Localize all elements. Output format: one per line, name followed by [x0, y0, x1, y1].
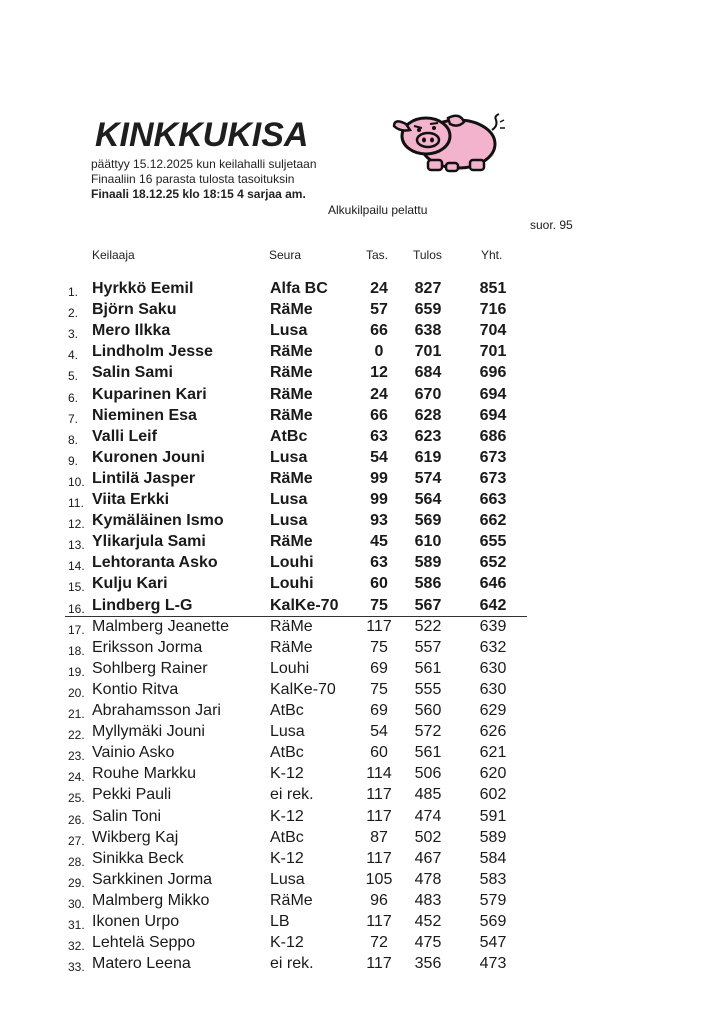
table-row [0, 407, 724, 428]
handicap-cell: 117 [366, 913, 392, 930]
column-header-club: Seura [269, 248, 302, 262]
table-row [0, 301, 724, 322]
table-row [0, 533, 724, 554]
club-cell: RäMe [270, 385, 313, 403]
total-cell: 621 [479, 744, 507, 762]
club-cell: Lusa [270, 322, 308, 340]
column-header-total: Yht. [481, 248, 503, 262]
club-cell: K-12 [270, 849, 304, 867]
series-count: suor. 95 [530, 218, 573, 232]
total-cell: 569 [479, 913, 507, 930]
name-cell: Rouhe Markku [92, 765, 197, 783]
club-cell: RäMe [270, 638, 313, 656]
name-cell: Eriksson Jorma [92, 638, 203, 656]
score-cell: 589 [414, 554, 442, 572]
name-cell: Kulju Kari [92, 575, 168, 593]
name-cell: Lehtoranta Asko [92, 554, 218, 572]
table-row [0, 660, 724, 681]
handicap-cell: 75 [370, 680, 388, 698]
handicap-cell: 24 [370, 385, 388, 403]
table-row [0, 829, 724, 850]
table-row [0, 280, 724, 301]
score-cell: 623 [414, 427, 442, 445]
rank-cell: 28. [68, 854, 85, 869]
finalist-cutoff-divider [65, 616, 527, 617]
rank-cell: 6. [68, 390, 79, 405]
club-cell: KalKe-70 [270, 680, 336, 698]
score-cell: 467 [414, 849, 442, 867]
score-cell: 574 [414, 469, 442, 487]
handicap-cell: 117 [366, 955, 392, 973]
rank-cell: 9. [68, 453, 79, 468]
club-cell: AtBc [270, 702, 304, 719]
table-row [0, 850, 724, 871]
table-row [0, 575, 724, 596]
handicap-cell: 63 [370, 554, 388, 572]
table-row [0, 744, 724, 765]
total-cell: 602 [479, 786, 507, 804]
score-cell: 659 [414, 301, 442, 319]
column-header-handicap: Tas. [366, 248, 389, 262]
name-cell: Kuparinen Kari [92, 385, 207, 403]
name-cell: Lintilä Jasper [92, 469, 196, 487]
handicap-cell: 66 [370, 406, 388, 424]
total-cell: 589 [479, 828, 507, 846]
total-cell: 473 [479, 955, 507, 973]
total-cell: 642 [479, 596, 507, 614]
total-cell: 716 [479, 301, 507, 319]
total-cell: 673 [479, 469, 507, 487]
name-cell: Kymäläinen Ismo [92, 512, 224, 530]
club-cell: RäMe [270, 533, 313, 551]
club-cell: Lusa [270, 723, 305, 741]
score-cell: 506 [414, 765, 442, 783]
total-cell: 591 [479, 807, 507, 825]
club-cell: Louhi [270, 575, 314, 593]
total-cell: 583 [479, 870, 507, 888]
rank-cell: 21. [68, 707, 85, 721]
total-cell: 630 [479, 680, 507, 698]
score-cell: 610 [414, 533, 442, 551]
name-cell: Sohlberg Rainer [92, 659, 208, 677]
rank-cell: 27. [68, 833, 85, 848]
total-cell: 851 [479, 280, 507, 297]
name-cell: Sarkkinen Jorma [92, 870, 213, 888]
rank-cell: 17. [68, 622, 85, 637]
total-cell: 696 [479, 364, 507, 382]
rank-cell: 22. [68, 728, 85, 743]
name-cell: Malmberg Jeanette [92, 617, 229, 635]
score-cell: 638 [414, 322, 442, 340]
handicap-cell: 45 [370, 533, 388, 551]
score-cell: 567 [414, 596, 442, 614]
club-cell: RäMe [270, 891, 313, 909]
club-cell: RäMe [270, 469, 313, 487]
handicap-cell: 54 [370, 723, 388, 741]
score-cell: 561 [414, 744, 442, 762]
handicap-cell: 60 [370, 575, 388, 593]
rank-cell: 3. [68, 327, 79, 342]
rank-cell: 29. [68, 875, 85, 890]
handicap-cell: 24 [370, 280, 388, 297]
club-cell: RäMe [270, 364, 313, 382]
table-row [0, 765, 724, 786]
column-header-name: Keilaaja [92, 248, 135, 262]
rank-cell: 8. [68, 432, 79, 447]
handicap-cell: 57 [370, 301, 388, 319]
table-row [0, 639, 724, 660]
score-cell: 478 [414, 870, 442, 888]
name-cell: Lehtelä Seppo [92, 934, 196, 952]
club-cell: Lusa [270, 448, 308, 466]
total-cell: 655 [479, 533, 507, 551]
rank-cell: 13. [68, 538, 85, 553]
name-cell: Matero Leena [92, 955, 191, 973]
rank-cell: 18. [68, 643, 85, 658]
total-cell: 673 [479, 448, 507, 466]
handicap-cell: 0 [374, 343, 384, 361]
rank-cell: 24. [68, 770, 85, 785]
total-cell: 701 [479, 343, 507, 361]
total-cell: 639 [479, 617, 507, 635]
handicap-cell: 69 [370, 702, 388, 719]
club-cell: Lusa [270, 512, 308, 530]
name-cell: Kuronen Jouni [92, 448, 205, 466]
club-cell: ei rek. [270, 955, 314, 973]
name-cell: Ylikarjula Sami [92, 533, 206, 551]
rank-cell: 19. [68, 664, 85, 679]
rank-cell: 16. [68, 601, 85, 616]
table-row [0, 892, 724, 913]
table-row [0, 913, 724, 934]
name-cell: Salin Toni [92, 807, 162, 825]
name-cell: Malmberg Mikko [92, 891, 210, 909]
rank-cell: 26. [68, 812, 85, 827]
name-cell: Salin Sami [92, 364, 173, 382]
name-cell: Pekki Pauli [92, 786, 172, 804]
club-cell: RäMe [270, 617, 313, 635]
handicap-cell: 72 [370, 934, 388, 952]
rank-cell: 5. [68, 369, 79, 384]
end-date-note: päättyy 15.12.2025 kun keilahalli suljetaan [91, 157, 317, 171]
handicap-cell: 99 [370, 491, 388, 508]
score-cell: 572 [414, 723, 442, 741]
handicap-cell: 117 [366, 786, 392, 804]
score-cell: 569 [414, 512, 442, 530]
total-cell: 632 [479, 638, 507, 656]
total-cell: 704 [479, 322, 507, 340]
handicap-cell: 117 [366, 807, 392, 825]
score-cell: 485 [414, 786, 442, 804]
handicap-cell: 117 [366, 617, 392, 635]
handicap-cell: 54 [370, 448, 388, 466]
total-cell: 626 [479, 723, 507, 741]
final-schedule-note: Finaali 18.12.25 klo 18:15 4 sarjaa am. [91, 187, 306, 201]
club-cell: KalKe-70 [270, 596, 339, 614]
club-cell: K-12 [270, 765, 304, 783]
table-row [0, 322, 724, 343]
rank-cell: 10. [68, 474, 85, 489]
score-cell: 701 [414, 343, 442, 361]
table-row [0, 343, 724, 364]
table-row [0, 702, 724, 723]
pig-icon [388, 108, 510, 178]
rank-cell: 12. [68, 517, 85, 532]
score-cell: 586 [414, 575, 442, 593]
name-cell: Lindholm Jesse [92, 343, 213, 361]
name-cell: Lindberg L-G [92, 596, 193, 614]
name-cell: Kontio Ritva [92, 680, 179, 698]
table-row [0, 723, 724, 744]
total-cell: 646 [479, 575, 507, 593]
column-header-score: Tulos [413, 248, 442, 262]
total-cell: 620 [479, 765, 507, 783]
handicap-cell: 75 [370, 596, 388, 614]
score-cell: 670 [414, 385, 442, 403]
club-cell: K-12 [270, 807, 304, 825]
table-row [0, 449, 724, 470]
handicap-cell: 105 [365, 870, 393, 888]
name-cell: Sinikka Beck [92, 849, 184, 867]
rank-cell: 14. [68, 559, 85, 574]
name-cell: Myllymäki Jouni [92, 723, 205, 741]
handicap-cell: 75 [370, 638, 388, 656]
table-row [0, 934, 724, 955]
club-cell: LB [270, 913, 290, 930]
table-row [0, 597, 724, 618]
name-cell: Ikonen Urpo [92, 913, 180, 930]
table-row [0, 871, 724, 892]
score-cell: 522 [414, 617, 442, 635]
club-cell: AtBc [270, 828, 304, 846]
club-cell: RäMe [270, 343, 313, 361]
name-cell: Wikberg Kaj [92, 828, 179, 846]
total-cell: 686 [479, 427, 507, 445]
table-row [0, 364, 724, 385]
rank-cell: 25. [68, 791, 85, 806]
club-cell: Lusa [270, 870, 305, 888]
club-cell: AtBc [270, 744, 304, 762]
club-cell: Louhi [270, 659, 310, 677]
table-row [0, 618, 724, 639]
club-cell: Alfa BC [270, 280, 328, 297]
rank-cell: 7. [68, 411, 79, 426]
prelim-status: Alkukilpailu pelattu [328, 203, 428, 217]
rank-cell: 15. [68, 580, 85, 595]
handicap-cell: 63 [370, 427, 388, 445]
club-cell: AtBc [270, 427, 308, 445]
handicap-cell: 114 [366, 765, 392, 783]
score-cell: 474 [414, 807, 442, 825]
score-cell: 557 [414, 638, 442, 656]
handicap-cell: 60 [370, 744, 388, 762]
club-cell: RäMe [270, 301, 313, 319]
table-row [0, 491, 724, 512]
total-cell: 663 [479, 491, 507, 508]
club-cell: K-12 [270, 934, 304, 952]
rank-cell: 23. [68, 749, 85, 764]
total-cell: 662 [479, 512, 507, 530]
total-cell: 629 [479, 702, 507, 719]
name-cell: Nieminen Esa [92, 406, 197, 424]
handicap-cell: 66 [370, 322, 388, 340]
club-cell: RäMe [270, 406, 313, 424]
table-row [0, 808, 724, 829]
club-cell: Louhi [270, 554, 314, 572]
handicap-cell: 117 [366, 849, 392, 867]
score-cell: 560 [414, 702, 442, 719]
club-cell: Lusa [270, 491, 308, 508]
score-cell: 356 [414, 955, 442, 973]
name-cell: Viita Erkki [92, 491, 170, 508]
handicap-cell: 12 [370, 364, 388, 382]
total-cell: 694 [479, 406, 507, 424]
total-cell: 630 [479, 659, 507, 677]
rank-cell: 30. [68, 896, 85, 911]
total-cell: 579 [479, 891, 507, 909]
name-cell: Valli Leif [92, 427, 157, 445]
score-cell: 502 [414, 828, 442, 846]
table-row [0, 428, 724, 449]
score-cell: 452 [414, 913, 442, 930]
score-cell: 483 [414, 891, 442, 909]
handicap-cell: 96 [370, 891, 388, 909]
handicap-cell: 69 [370, 659, 388, 677]
rank-cell: 1. [68, 285, 79, 299]
score-cell: 619 [414, 448, 442, 466]
score-cell: 555 [414, 680, 442, 698]
score-cell: 564 [414, 491, 442, 508]
score-cell: 827 [414, 280, 442, 297]
rank-cell: 31. [68, 918, 85, 932]
name-cell: Abrahamsson Jari [92, 702, 221, 719]
club-cell: ei rek. [270, 786, 314, 804]
table-row [0, 955, 724, 976]
handicap-cell: 87 [370, 828, 388, 846]
rank-cell: 4. [68, 348, 79, 363]
score-cell: 475 [414, 934, 442, 952]
name-cell: Mero Ilkka [92, 322, 171, 340]
name-cell: Hyrkkö Eemil [92, 280, 194, 297]
table-row [0, 386, 724, 407]
total-cell: 547 [479, 934, 507, 952]
handicap-cell: 99 [370, 469, 388, 487]
page-title: KINKKUKISA [95, 116, 309, 154]
rank-cell: 32. [68, 939, 85, 954]
rank-cell: 20. [68, 685, 85, 700]
score-cell: 561 [414, 659, 442, 677]
rank-cell: 33. [68, 960, 85, 975]
table-row [0, 681, 724, 702]
name-cell: Björn Saku [92, 301, 177, 319]
total-cell: 694 [479, 385, 507, 403]
table-row [0, 786, 724, 807]
final-qualification-note: Finaaliin 16 parasta tulosta tasoituksin [91, 172, 295, 186]
name-cell: Vainio Asko [92, 744, 175, 762]
total-cell: 652 [479, 554, 507, 572]
handicap-cell: 93 [370, 512, 388, 530]
rank-cell: 2. [68, 306, 79, 321]
rank-cell: 11. [68, 496, 84, 510]
table-row [0, 512, 724, 533]
score-cell: 628 [414, 406, 442, 424]
total-cell: 584 [479, 849, 507, 867]
score-cell: 684 [414, 364, 442, 382]
table-row [0, 554, 724, 575]
table-row [0, 470, 724, 491]
